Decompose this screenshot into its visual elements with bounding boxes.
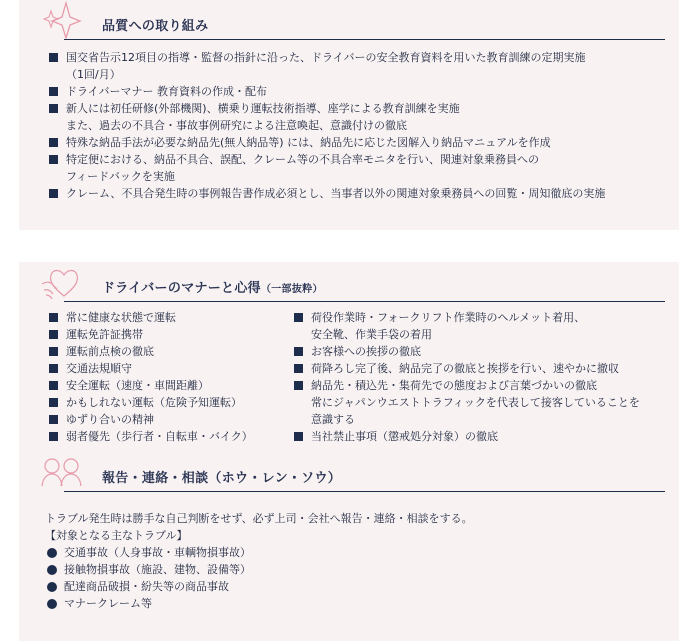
manners-panel	[19, 262, 679, 641]
list-item	[47, 561, 447, 578]
list-item-text: ゆずり合いの精神	[66, 413, 154, 426]
list-item	[49, 326, 279, 343]
section-title-text: ドライバーのマナーと心得	[102, 281, 261, 296]
section-title-note: （一部抜粋）	[260, 284, 323, 295]
list-item-text: 荷降ろし完了後、納品完了の徹底と挨拶を行い、速やかに撤収	[311, 362, 619, 375]
list-item-text: 運転前点検の徹底	[66, 345, 154, 358]
list-item-text: マナークレーム等	[64, 597, 152, 610]
manners-header	[40, 262, 665, 302]
people-icon	[40, 456, 82, 492]
list-item-text: 安全靴、作業手袋の着用	[311, 328, 432, 341]
square-bullet-icon	[49, 347, 58, 356]
list-item-text: 接触物損事故（施設、建物、設備等）	[64, 563, 251, 576]
circle-bullet-icon	[47, 582, 57, 592]
list-item	[49, 100, 669, 134]
list-item-text: 荷役作業時・フォークリフト作業時のヘルメット着用、	[311, 311, 586, 324]
list-item-text: 常に健康な状態で運転	[66, 311, 176, 324]
list-item	[49, 343, 279, 360]
square-bullet-icon	[49, 432, 58, 441]
list-item-text: 納品先・積込先・集荷先での態度および言葉づかいの徹底	[311, 379, 597, 392]
list-item-text: 当社禁止事項（懲戒処分対象）の徹底	[311, 430, 498, 443]
list-item	[49, 360, 279, 377]
square-bullet-icon	[294, 432, 303, 441]
list-item	[49, 49, 669, 83]
list-item-text: クレーム、不具合発生時の事例報告書作成必須とし、当事者以外の関連対象乗務員への回覧・周知徹底の実施	[66, 187, 606, 200]
square-bullet-icon	[294, 364, 303, 373]
square-bullet-icon	[49, 398, 58, 407]
list-item-text: ドライバーマナー 教育資料の作成・配布	[66, 85, 267, 98]
list-item	[49, 394, 279, 411]
list-item-text: かもしれない運転（危険予知運転）	[66, 396, 242, 409]
list-item	[47, 544, 447, 561]
list-item-text: 意識する	[311, 413, 355, 426]
list-item-text: 交通法規順守	[66, 362, 132, 375]
list-item-text: フィードバックを実施	[66, 170, 175, 183]
list-item-text: 弱者優先（歩行者・自転車・バイク）	[66, 430, 253, 443]
square-bullet-icon	[49, 104, 58, 113]
manners-right-list	[294, 309, 674, 445]
report-intro: トラブル発生時は勝手な自己判断をせず、必ず上司・会社へ報告・連絡・相談をする。	[45, 512, 473, 525]
list-item-text: 配達商品破損・紛失等の商品事故	[64, 580, 229, 593]
square-bullet-icon	[49, 53, 58, 62]
square-bullet-icon	[294, 313, 303, 322]
square-bullet-icon	[49, 189, 58, 198]
list-item	[294, 360, 674, 377]
list-item-text: 新人には初任研修(外部機関)、横乗り運転技術指導、座学による教育訓練を実施	[66, 102, 460, 115]
section-title: 報告・連絡・相談（ホウ・レン・ソウ）	[102, 471, 342, 486]
list-item-text: また、過去の不具合・事故事例研究による注意喚起、意識付けの徹底	[66, 119, 407, 132]
list-item	[47, 595, 447, 612]
report-subhead: 【対象となる主なトラブル】	[45, 529, 188, 542]
list-item	[49, 309, 279, 326]
list-item	[49, 83, 669, 100]
list-item-text: お客様への挨拶の徹底	[311, 345, 421, 358]
square-bullet-icon	[49, 415, 58, 424]
square-bullet-icon	[49, 87, 58, 96]
list-item	[49, 411, 279, 428]
square-bullet-icon	[49, 155, 58, 164]
list-item	[49, 377, 279, 394]
circle-bullet-icon	[47, 548, 57, 558]
square-bullet-icon	[49, 313, 58, 322]
list-item	[294, 343, 674, 360]
manners-left-list	[49, 309, 279, 445]
list-item-text: 国交省告示12項目の指導・監督の指針に沿った、ドライバーの安全教育資料を用いた教育訓練の定期実施	[66, 51, 586, 64]
list-item	[49, 428, 279, 445]
circle-bullet-icon	[47, 599, 57, 609]
quality-panel	[19, 0, 679, 230]
list-item	[294, 377, 674, 428]
section-rule	[64, 39, 665, 40]
circle-bullet-icon	[47, 565, 57, 575]
list-item-text: （1回/月）	[66, 68, 121, 81]
square-bullet-icon	[49, 330, 58, 339]
square-bullet-icon	[294, 347, 303, 356]
list-item	[49, 151, 669, 185]
list-item	[49, 185, 669, 202]
list-item-text: 常にジャパンウエストトラフィックを代表して接客していることを	[311, 396, 640, 409]
square-bullet-icon	[49, 381, 58, 390]
list-item	[49, 134, 669, 151]
square-bullet-icon	[49, 138, 58, 147]
list-item-text: 特殊な納品手法が必要な納品先(無人納品等) には、納品先に応じた図解入り納品マニュアルを作成	[66, 136, 551, 149]
report-list	[47, 544, 447, 612]
list-item-text: 特定便における、納品不具合、誤配、クレーム等の不具合率モニタを行い、関連対象乗務員への	[66, 153, 539, 166]
list-item-text: 安全運転（速度・車間距離）	[66, 379, 209, 392]
list-item-text: 交通事故（人身事故・車輌物損事故）	[64, 546, 251, 559]
list-item	[294, 309, 674, 343]
quality-header	[40, 0, 665, 40]
section-title	[102, 277, 323, 296]
list-item	[294, 428, 674, 445]
section-title: 品質への取り組み	[102, 19, 209, 34]
section-rule	[64, 301, 665, 302]
report-header	[40, 456, 665, 492]
list-item	[47, 578, 447, 595]
list-item-text: 運転免許証携帯	[66, 328, 143, 341]
square-bullet-icon	[49, 364, 58, 373]
sparkle-icon	[40, 0, 82, 40]
heart-hand-icon	[40, 262, 82, 302]
quality-list	[49, 49, 669, 202]
section-rule	[64, 491, 665, 492]
square-bullet-icon	[294, 381, 303, 390]
